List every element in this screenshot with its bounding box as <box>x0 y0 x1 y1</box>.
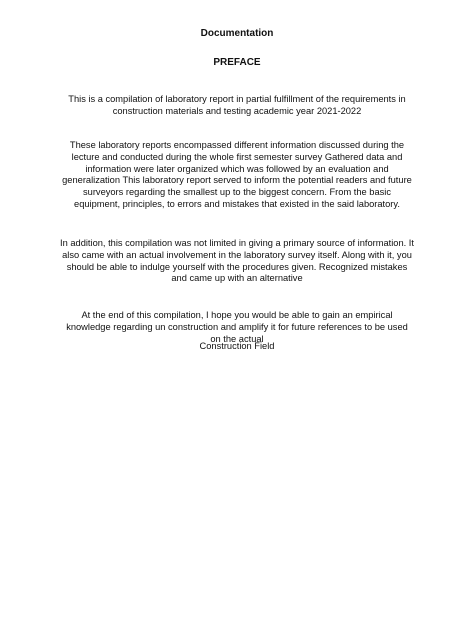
paragraph-addition: In addition, this compilation was not limited in giving a primary source of information. It also came with an actual involvement in the laboratory survey itself. Along with it, you should be able to indulge yourself with the procedures given. Recognized mistakes and came up with an alternative <box>60 238 414 284</box>
document-title: Documentation <box>200 28 274 39</box>
paragraph-closing: Construction Field <box>199 341 275 351</box>
paragraph-conclusion: At the end of this compilation, I hope you would be able to gain an empirical knowledge regarding un construction and amplify it for future references to be used on the actual <box>66 310 408 344</box>
paragraph-encompassed: These laboratory reports encompassed different information discussed during the lecture and conducted during the whole first semester survey Gathered data and information were later organized which was followed by an evaluation and generalization This laboratory report served to inform the potential readers and future surveyors regarding the smallest up to the biggest concern. From the basic equipment, principles, to errors and mistakes that existed in the said laboratory. <box>62 140 412 209</box>
preface-heading: PREFACE <box>213 57 261 68</box>
paragraph-intro: This is a compilation of laboratory report in partial fulfillment of the requirements in construction materials and testing academic year 2021-2022 <box>68 94 406 116</box>
